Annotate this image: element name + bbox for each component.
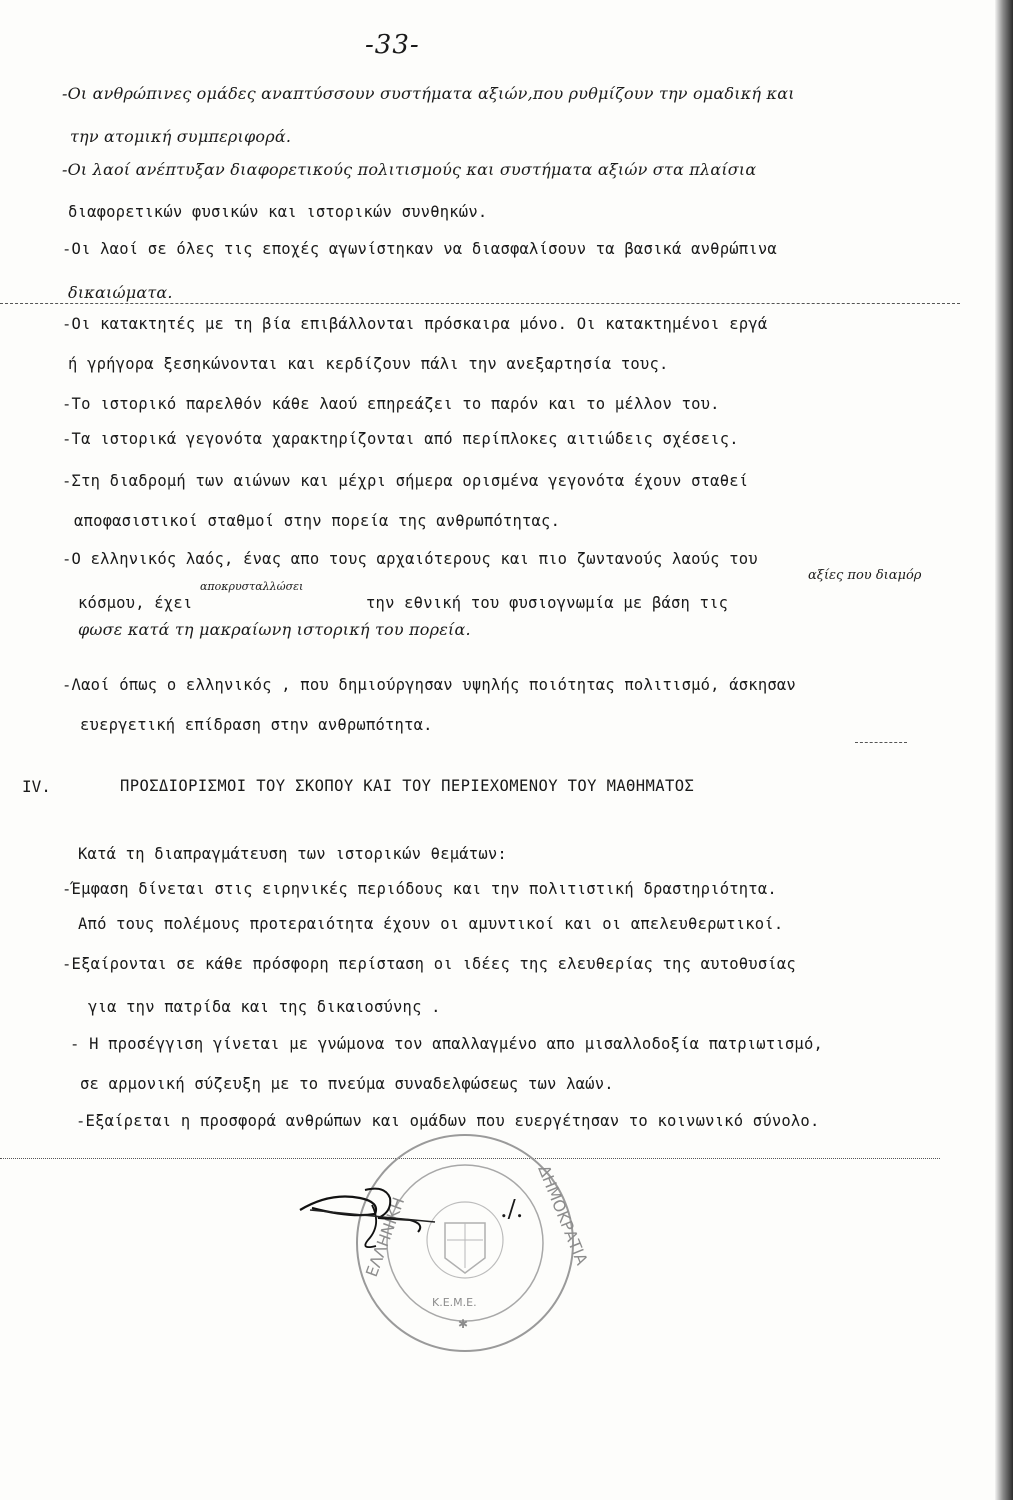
text-line: -Οι λαοί σε όλες τις εποχές αγωνίστηκαν να διασφαλίσουν τα βασικά ανθρώπινα [62, 240, 777, 258]
text-line: την εθνική του φυσιογνωμία με βάση τις [366, 594, 729, 612]
text-line: -Το ιστορικό παρελθόν κάθε λαού επηρεάζει το παρόν και το μέλλον του. [62, 395, 720, 413]
text-line: -Στη διαδρομή των αιώνων και μέχρι σήμερα ορισμένα γεγονότα έχουν σταθεί [62, 472, 749, 490]
text-line: φωσε κατά τη μακραίωνη ιστορική του πορεία. [78, 620, 471, 639]
dashed-divider [0, 303, 960, 304]
text-line: Από τους πολέμους προτεραιότητα έχουν οι αμυντικοί και οι απελευθερωτικοί. [78, 915, 784, 933]
text-line: -Ο ελληνικός λαός, ένας απο τους αρχαιότερους και πιο ζωντανούς λαούς του [62, 550, 758, 568]
text-line: αποφασιστικοί σταθμοί στην πορεία της ανθρωπότητας. [74, 512, 561, 530]
text-line: σε αρμονική σύζευξη με το πνεύμα συναδελφώσεως των λαών. [80, 1075, 614, 1093]
text-line: την ατομική συμπεριφορά. [70, 127, 292, 146]
section-heading: ΠΡΟΣΔΙΟΡΙΣΜΟΙ ΤΟΥ ΣΚΟΠΟΥ ΚΑΙ ΤΟΥ ΠΕΡΙΕΧΟΜΕΝΟΥ ΤΟΥ ΜΑΘΗΜΑΤΟΣ [120, 777, 695, 795]
page-number: -33- [365, 30, 420, 60]
text-line: -Οι λαοί ανέπτυξαν διαφορετικούς πολιτισμούς και συστήματα αξιών στα πλαίσια [62, 160, 757, 179]
text-line: -Οι κατακτητές με τη βία επιβάλλονται πρόσκαιρα μόνο. Οι κατακτημένοι εργά [62, 315, 768, 333]
text-line: -Τα ιστορικά γεγονότα χαρακτηρίζονται από περίπλοκες αιτιώδεις σχέσεις. [62, 430, 739, 448]
text-line: Κατά τη διαπραγμάτευση των ιστορικών θεμάτων: [78, 845, 507, 863]
text-line: -Λαοί όπως ο ελληνικός , που δημιούργησαν υψηλής ποιότητας πολιτισμό, άσκησαν [62, 676, 796, 694]
text-line: ή γρήγορα ξεσηκώνονται και κερδίζουν πάλι την ανεξαρτησία τους. [68, 355, 669, 373]
seal-text-bottom: Κ.Ε.Μ.Ε. [432, 1296, 477, 1309]
text-line: -Οι ανθρώπινες ομάδες αναπτύσσουν συστήματα αξιών,που ρυθμίζουν την ομαδική και [62, 84, 795, 103]
scan-edge-shadow [995, 0, 1013, 1500]
seal-text-right: ΔΗΜΟΚΡΑΤΙΑ [534, 1162, 592, 1268]
handwritten-insertion: αποκρυσταλλώσει [200, 580, 304, 593]
section-numeral: IV. [22, 777, 51, 796]
text-line: -Εξαίρονται σε κάθε πρόσφορη περίσταση οι ιδέες της ελευθερίας της αυτοθυσίας [62, 955, 796, 973]
text-line: διαφορετικών φυσικών και ιστορικών συνθηκών. [68, 203, 488, 221]
text-line: ευεργετική επίδραση στην ανθρωπότητα. [80, 716, 433, 734]
text-line: - Η προσέγγιση γίνεται με γνώμονα τον απαλλαγμένο απο μισαλλοδοξία πατριωτισμό, [70, 1035, 824, 1053]
seal-text-left: ΕΛΛΗΝΙΚΗ [361, 1194, 409, 1280]
text-line: δικαιώματα. [68, 283, 173, 302]
dashed-mark [855, 742, 907, 743]
seal-star-icon: ✱ [458, 1317, 469, 1331]
text-line: για την πατρίδα και της δικαιοσύνης . [88, 998, 441, 1016]
text-line: -Έμφαση δίνεται στις ειρηνικές περιόδους και την πολιτιστική δραστηριότητα. [62, 880, 777, 898]
text-line: -Εξαίρεται η προσφορά ανθρώπων και ομάδων που ευεργέτησαν το κοινωνικό σύνολο. [76, 1112, 820, 1130]
signature-mark: ./. [500, 1195, 524, 1223]
text-line: κόσμου, έχει [78, 594, 193, 612]
handwritten-insertion: αξίες που διαμόρ [808, 568, 922, 583]
handwritten-signature [290, 1180, 460, 1260]
